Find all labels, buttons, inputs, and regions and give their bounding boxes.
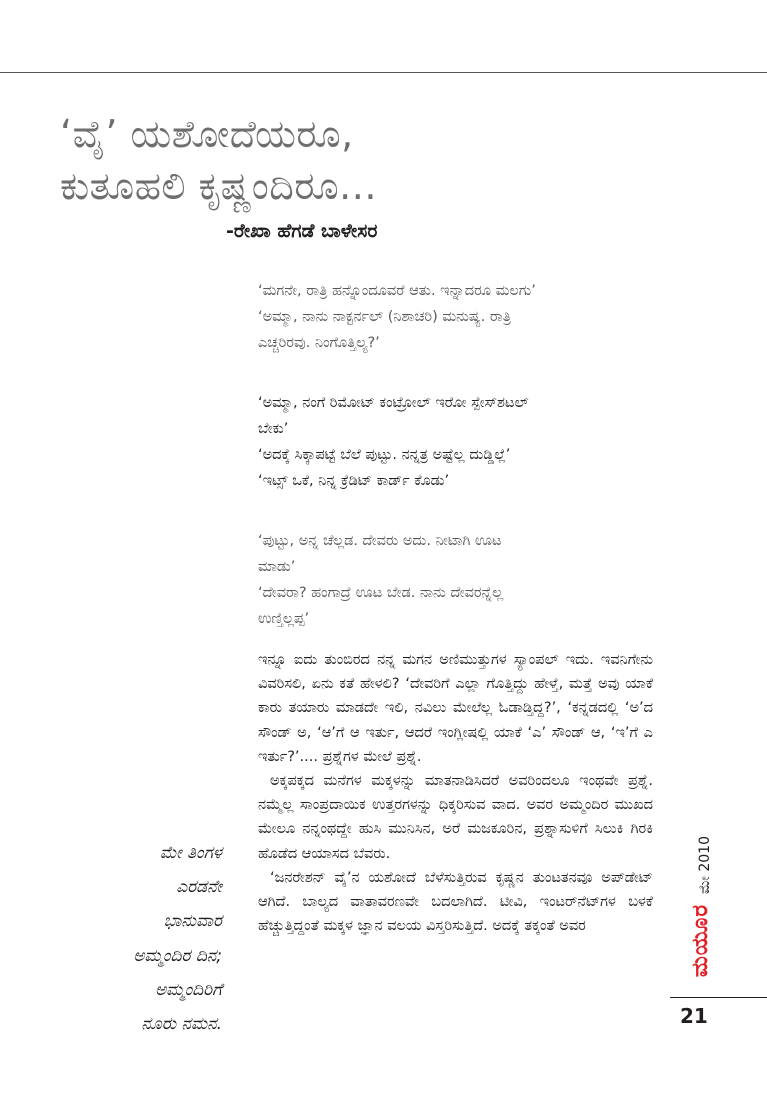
- dialogue-line: ಉಣ್ತಿಲ್ಲಪ್ಪ’: [258, 611, 310, 627]
- dialogue-line: ‘ಇಟ್ಸ್ ಒಕೆ, ನಿನ್ನ ಕ್ರೆಡಿಟ್ ಕಾರ್ಡ್ ಕೊಡು’: [258, 473, 450, 489]
- author-byline: -ರೇಖಾ ಹೆಗಡೆ ಬಾಳೇಸರ: [226, 220, 378, 242]
- dialogue-line: ‘ಅದಕ್ಕೆ ಸಿಕ್ಕಾಪಟ್ಟೆ ಬೆಲೆ ಪುಟ್ಟು. ನನ್ನತ್ರ ಅಷ್ಟೆಲ್ಲ ದುಡ್ಡಿಲ್ಲೆ’: [258, 447, 511, 463]
- dialogue-block-1: [258, 278, 653, 356]
- pull-quote-line: ನೂರು ನಮನ.: [141, 1014, 222, 1035]
- body-paragraph-3: ‘ಜನರೇಶನ್ ವೈ’ನ ಯಶೋದೆ ಬೆಳೆಸುತ್ತಿರುವ ಕೃಷ್ಣನ ತುಂಟತನವೂ ಅಪ್‌ಡೇಟ್ ಆಗಿದೆ. ಬಾಲ್ಯದ ವಾತಾವರಣವೇ ಬದಲಾಗಿದೆ. ಟೀವಿ, ಇಂಟರ್‌ನೆಟ್‌ಗಳ ಬಳಕೆ ಹೆಚ್ಚುತ್ತಿದ್ದಂತೆ ಮಕ್ಕಳ ಜ್ಞಾನ ವಲಯ ವಿಸ್ತರಿಸುತ್ತಿದೆ. ಅದಕ್ಕೆ ತಕ್ಕಂತೆ ಅವರ: [258, 869, 653, 935]
- side-pull-quote: [60, 836, 222, 1041]
- issue-date: ಮೇ 2010: [697, 836, 713, 894]
- dialogue-line: ‘ದೇವರಾ? ಹಂಗಾದ್ರೆ ಊಟ ಬೇಡ. ನಾನು ದೇವರನ್ನೆಲ್ಲ: [258, 585, 504, 601]
- title-line-2: ಕುತೂಹಲಿ ಕೃಷ್ಣಂದಿರೂ...: [60, 164, 377, 208]
- dialogue-line: ‘ಪುಟ್ಟು, ಅನ್ನ ಚೆಲ್ಲಡ. ದೇವರು ಅದು. ನೀಟಾಗಿ ಊಟ: [258, 533, 502, 549]
- dialogue-block-3: [258, 528, 653, 632]
- dialogue-line: ಬೇಕು’: [258, 421, 289, 437]
- pull-quote-line: ಭಾನುವಾರ: [163, 911, 222, 932]
- article-title: [60, 108, 377, 212]
- dialogue-line: ಎಚ್ಚರಿರವು. ನಿಂಗೊತ್ತಿಲ್ಯ?’: [258, 335, 380, 351]
- pull-quote-line: ಅಮ್ಮಂದಿರಿಗೆ: [154, 979, 222, 1000]
- page-number: 21: [680, 1004, 708, 1028]
- article-body: [258, 648, 653, 938]
- body-paragraph-2: ಅಕ್ಕಪಕ್ಕದ ಮನೆಗಳ ಮಕ್ಕಳನ್ನು ಮಾತನಾಡಿಸಿದರೆ ಅವರಿಂದಲೂ ಇಂಥವೇ ಪ್ರಶ್ನೆ. ನಮ್ಮೆಲ್ಲ ಸಾಂಪ್ರದಾಯಿಕ ಉತ್ತರಗಳನ್ನು ಧಿಕ್ಕರಿಸುವ ವಾದ. ಅವರ ಅಮ್ಮಂದಿರ ಮುಖದ ಮೇಲೂ ನನ್ನಂಥದ್ದೇ ಹುಸಿ ಮುನಿಸಿನ, ಅರೆ ಮಜಕೂರಿನ, ಪ್ರಶ್ನಾಸುಳಿಗೆ ಸಿಲುಕಿ ಗಿರಕಿ ಹೊಡೆದ ಆಯಾಸದ ಬೆವರು.: [258, 773, 653, 862]
- dialogue-line: ಮಾಡು’: [258, 559, 296, 575]
- dialogue-line: ‘ಮಗನೇ, ರಾತ್ರಿ ಹನ್ನೊಂದೂವರೆ ಆತು. ಇನ್ನಾದರೂ ಮಲಗು’: [258, 283, 536, 299]
- dialogue-block-2: [258, 390, 653, 494]
- title-line-1: ‘ವೈ’ ಯಶೋದೆಯರೂ,: [60, 112, 354, 156]
- body-paragraph-1: ಇನ್ನೂ ಐದು ತುಂಬಿರದ ನನ್ನ ಮಗನ ಅಣಿಮುತ್ತುಗಳ ಸ್ಯಾಂಪಲ್ ಇದು. ಇವನಿಗೇನು ವಿವರಿಸಲಿ, ಏನು ಕತೆ ಹೇಳಲಿ? ‘ದೇವರಿಗೆ ಎಲ್ಲಾ ಗೊತ್ತಿದ್ದು ಹೇಳ್ತೆ, ಮತ್ತೆ ಅವು ಯಾಕೆ ಕಾರು ತಯಾರು ಮಾಡದೇ ಇಲಿ, ನವಿಲು ಮೇಲೆಲ್ಲ ಓಡಾಡ್ತಿದ್ದ?’, ‘ಕನ್ನಡದಲ್ಲಿ ‘ಅ’ದ ಸೌಂಡ್ ಅ, ‘ಆ’ಗೆ ಆ ಇರ್ತು, ಆದರೆ ಇಂಗ್ಲೀಷಲ್ಲಿ ಯಾಕೆ ‘ಎ’ ಸೌಂಡ್ ಆ, ‘ಇ’ಗೆ ಎ ಇರ್ತು?’.... ಪ್ರಶ್ನೆಗಳ ಮೇಲೆ ಪ್ರಶ್ನೆ.: [258, 652, 653, 765]
- dialogue-section: [258, 278, 653, 666]
- footer-divider: [670, 997, 767, 998]
- top-divider: [0, 72, 767, 73]
- dialogue-line: ‘ಅಮ್ಮಾ, ನಾನು ನಾಕ್ಟರ್ನಲ್ (ನಿಶಾಚರಿ) ಮನುಷ್ಯ. ರಾತ್ರಿ: [258, 309, 511, 325]
- magazine-footer: [683, 836, 713, 992]
- pull-quote-line: ಮೇ ತಿಂಗಳ: [159, 843, 222, 863]
- pull-quote-line: ಎರಡನೇ: [176, 877, 222, 898]
- magazine-logo: ಮಯೂರ: [688, 904, 713, 978]
- pull-quote-line: ಅಮ್ಮಂದಿರ ದಿನ;: [133, 945, 222, 966]
- dialogue-line: ‘ಅಮ್ಮಾ, ನಂಗೆ ರಿಮೋಟ್ ಕಂಟ್ರೋಲ್ ಇರೋ ಸ್ಪೇಸ್‌ಶಟಲ್: [258, 395, 529, 411]
